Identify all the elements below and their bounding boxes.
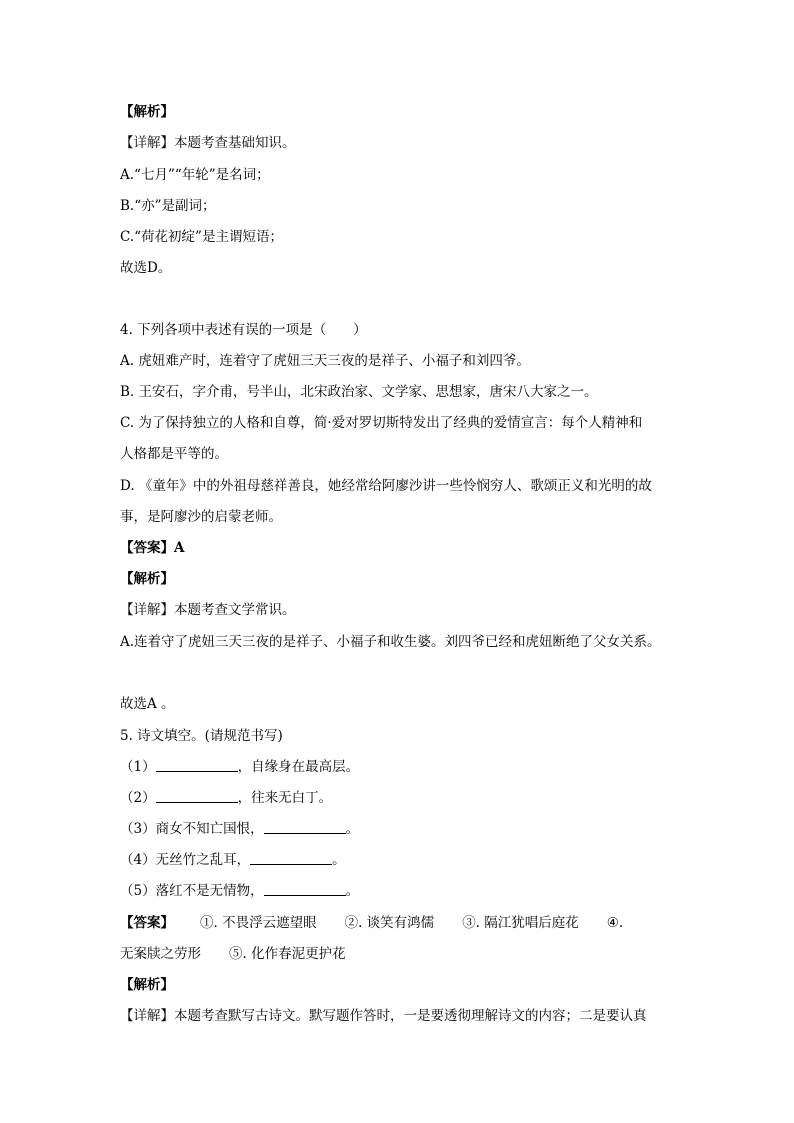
option-a: A. 虎妞难产时，连着守了虎妞三天三夜的是祥子、小福子和刘四爷。 [120, 353, 530, 369]
detail-line: A.连着守了虎妞三天三夜的是祥子、小福子和收生婆。刘四爷已经和虎妞断绝了父女关系。 [120, 634, 661, 650]
answer-item: ①. 不畏浮云遮望眼 [200, 915, 317, 931]
answer-blank [250, 850, 332, 865]
fill-blank-5 [120, 881, 359, 901]
answer-line-continued [120, 944, 346, 964]
analysis-heading: 【解析】 [120, 977, 174, 993]
blank-end: 。 [332, 852, 346, 868]
option-d-continued: 事，是阿廖沙的启蒙老师。 [120, 509, 282, 525]
answer-item-number: ④. [606, 915, 624, 931]
blank-text: ，自缘身在最高层。 [237, 759, 360, 775]
detail-line: C.“荷花初绽”是主谓短语； [120, 229, 283, 245]
answer-item: ②. 谈笑有鸿儒 [344, 915, 435, 931]
blank-number: （2） [120, 790, 156, 806]
answer-item: ⑤. 化作春泥更护花 [229, 946, 346, 962]
question-5-stem: 5. 诗文填空。(请规范书写) [120, 728, 283, 744]
analysis-heading: 【解析】 [120, 104, 174, 120]
blank-text: （4）无丝竹之乱耳， [120, 852, 251, 868]
detail-line: 【详解】本题考查默写古诗文。默写题作答时，一是要透彻理解诗文的内容；二是要认真 [120, 1008, 647, 1024]
detail-line: B.“亦”是副词； [120, 198, 216, 214]
answer-blank [156, 788, 238, 803]
detail-line: 【详解】本题考查文学常识。 [120, 602, 296, 618]
fill-blank-1 [120, 757, 359, 777]
analysis-heading: 【解析】 [120, 571, 174, 587]
blank-text: （5）落红不是无情物， [120, 883, 264, 899]
option-d: D. 《童年》中的外祖母慈祥善良，她经常给阿廖沙讲一些怜悯穷人、歌颂正义和光明的故 [120, 478, 652, 494]
detail-line: A.“七月”“年轮”是名词； [120, 167, 270, 183]
conclusion-line: 故选A 。 [120, 696, 175, 712]
blank-end: 。 [345, 821, 360, 837]
fill-blank-4 [120, 850, 346, 870]
option-c: C. 为了保持独立的人格和自尊，简·爱对罗切斯特发出了经典的爱情宣言：每个人精神和 [120, 415, 643, 431]
detail-line: 【详解】本题考查基础知识。 [120, 135, 296, 151]
question-4-stem: 4. 下列各项中表述有误的一项是（ ） [120, 322, 367, 338]
answer-blank [264, 881, 346, 896]
answer-item: 无案牍之劳形 [120, 946, 201, 962]
answer-item: ③. 隔江犹唱后庭花 [462, 915, 579, 931]
answer-line: 【答案】A [120, 540, 185, 556]
blank-text: ，往来无白丁。 [237, 790, 333, 806]
option-c-continued: 人格都是平等的。 [120, 446, 228, 462]
blank-end: 。 [345, 883, 360, 899]
answer-line [120, 913, 623, 933]
conclusion-line: 故选D。 [120, 260, 172, 276]
blank-number: （1） [120, 759, 156, 775]
option-b: B. 王安石，字介甫，号半山，北宋政治家、文学家、思想家，唐宋八大家之一。 [120, 384, 598, 400]
fill-blank-2 [120, 788, 332, 808]
blank-text: （3）商女不知亡国恨， [120, 821, 264, 837]
answer-blank [156, 757, 238, 772]
answer-blank [264, 819, 346, 834]
fill-blank-3 [120, 819, 359, 839]
answer-label: 【答案】 [120, 915, 174, 931]
